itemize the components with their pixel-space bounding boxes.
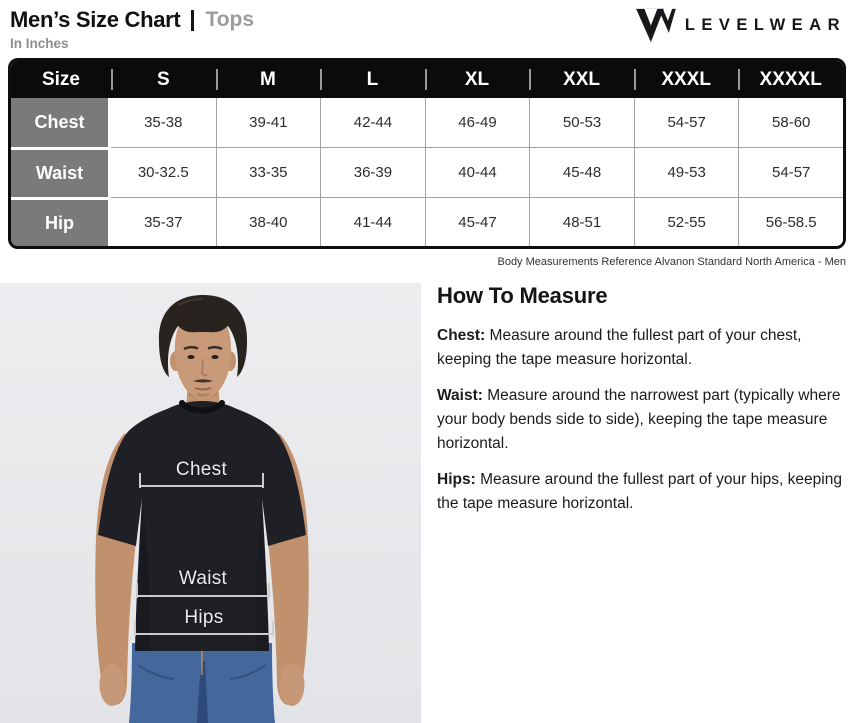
levelwear-logo-text: LEVELWEAR <box>684 16 846 34</box>
table-footnote: Body Measurements Reference Alvanon Standard North America - Men <box>497 256 846 268</box>
table-cell: 56-58.5 <box>738 197 843 246</box>
table-cell: 35-37 <box>111 197 216 246</box>
table-cell: 42-44 <box>320 98 425 147</box>
table-cell: 39-41 <box>216 98 321 147</box>
table-header-m: M <box>216 61 321 98</box>
chest-measure-line <box>139 473 264 488</box>
how-to-hips <box>437 468 849 516</box>
photo-hips-label: Hips <box>184 607 224 628</box>
hips-measure-line <box>134 621 274 636</box>
table-cell: 35-38 <box>111 98 216 147</box>
model-illustration <box>0 283 421 723</box>
table-header-l: L <box>320 61 425 98</box>
category-label: Tops <box>205 8 255 31</box>
table-header-xxl: XXL <box>529 61 634 98</box>
table-cell: 33-35 <box>216 147 321 197</box>
table-header-xxxl: XXXL <box>634 61 739 98</box>
row-label-chest: Chest <box>11 98 111 147</box>
table-cell: 40-44 <box>425 147 530 197</box>
how-to-chest-text: Measure around the fullest part of your chest, keeping the tape measure horizontal. <box>437 327 802 368</box>
table-cell: 52-55 <box>634 197 739 246</box>
table-cell: 48-51 <box>529 197 634 246</box>
table-cell: 36-39 <box>320 147 425 197</box>
table-cell: 45-48 <box>529 147 634 197</box>
table-cell: 54-57 <box>738 147 843 197</box>
table-header-size: Size <box>11 61 111 98</box>
title-divider <box>191 10 194 31</box>
size-table <box>8 58 846 249</box>
table-header-s: S <box>111 61 216 98</box>
table-cell: 38-40 <box>216 197 321 246</box>
table-cell: 54-57 <box>634 98 739 147</box>
photo-waist-label: Waist <box>178 568 228 589</box>
table-cell: 50-53 <box>529 98 634 147</box>
measurement-photo <box>0 283 421 723</box>
table-cell: 45-47 <box>425 197 530 246</box>
title-row <box>10 7 254 33</box>
levelwear-logo-icon <box>635 8 676 43</box>
table-cell: 49-53 <box>634 147 739 197</box>
how-to-heading: How To Measure <box>437 283 608 308</box>
how-to-measure-section <box>437 283 849 528</box>
row-label-waist: Waist <box>11 147 111 197</box>
levelwear-logo <box>635 8 846 43</box>
table-header-xxxxl: XXXXL <box>738 61 843 98</box>
photo-chest-label: Chest <box>175 459 228 480</box>
table-cell: 58-60 <box>738 98 843 147</box>
page-header <box>10 7 254 51</box>
waist-measure-line <box>136 583 270 598</box>
how-to-waist-term: Waist: <box>437 387 483 404</box>
how-to-waist-text: Measure around the narrowest part (typically where your body bends side to side), keeping the tape measure horizontal. <box>437 387 841 452</box>
how-to-waist <box>437 384 849 456</box>
table-header-xl: XL <box>425 61 530 98</box>
table-cell: 30-32.5 <box>111 147 216 197</box>
how-to-chest-term: Chest: <box>437 327 486 344</box>
how-to-chest <box>437 324 849 372</box>
units-label: In Inches <box>10 36 69 51</box>
how-to-hips-text: Measure around the fullest part of your hips, keeping the tape measure horizontal. <box>437 471 842 512</box>
how-to-hips-term: Hips: <box>437 471 476 488</box>
row-label-hip: Hip <box>11 197 111 246</box>
table-cell: 46-49 <box>425 98 530 147</box>
table-cell: 41-44 <box>320 197 425 246</box>
page-title: Men’s Size Chart <box>10 7 181 32</box>
